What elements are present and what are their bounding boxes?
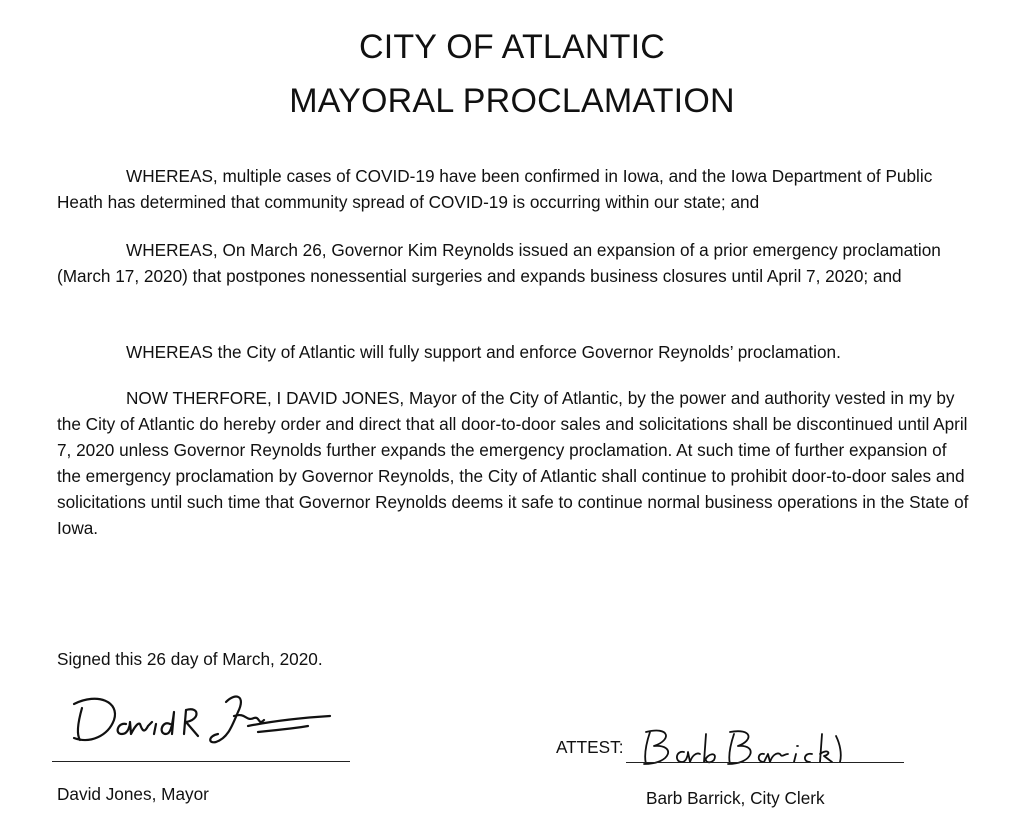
document-title-line-2: MAYORAL PROCLAMATION <box>289 82 735 120</box>
therefore-paragraph: NOW THERFORE, I DAVID JONES, Mayor of the City of Atlantic, by the power and authority vested in my by the City of Atlantic do hereby order and direct that all door-to-door sales and solicitations shall be discontinued until April 7, 2020 unless Governor Reynolds further expands the emergency proclamation. At such time of further expansion of the emergency proclamation by Governor Reynolds, the City of Atlantic shall continue to prohibit door-to-door sales and solicitations until such time that Governor Reynolds deems it safe to continue normal business operations in the State of Iowa. <box>57 388 969 538</box>
signed-date-line: Signed this 26 day of March, 2020. <box>57 649 323 669</box>
clerk-name: Barb Barrick, City Clerk <box>646 788 825 808</box>
mayor-signature <box>68 682 338 762</box>
whereas-paragraph-3: WHEREAS the City of Atlantic will fully support and enforce Governor Reynolds’ proclamation. <box>126 342 841 362</box>
clerk-signature <box>636 724 896 774</box>
clerk-signature-line <box>626 762 904 763</box>
attest-label: ATTEST: <box>556 737 624 757</box>
mayor-signature-line <box>52 761 350 762</box>
whereas-paragraph-2: WHEREAS, On March 26, Governor Kim Reynolds issued an expansion of a prior emergency proclamation (March 17, 2020) that postpones nonessential surgeries and expands business closures until April 7, 2020; and <box>57 240 941 286</box>
document-title-line-1: CITY OF ATLANTIC <box>358 28 666 66</box>
whereas-paragraph-1: WHEREAS, multiple cases of COVID-19 have been confirmed in Iowa, and the Iowa Department of Public Heath has determined that community spread of COVID-19 is occurring within our state; and <box>57 166 933 212</box>
mayor-name: David Jones, Mayor <box>57 784 209 804</box>
